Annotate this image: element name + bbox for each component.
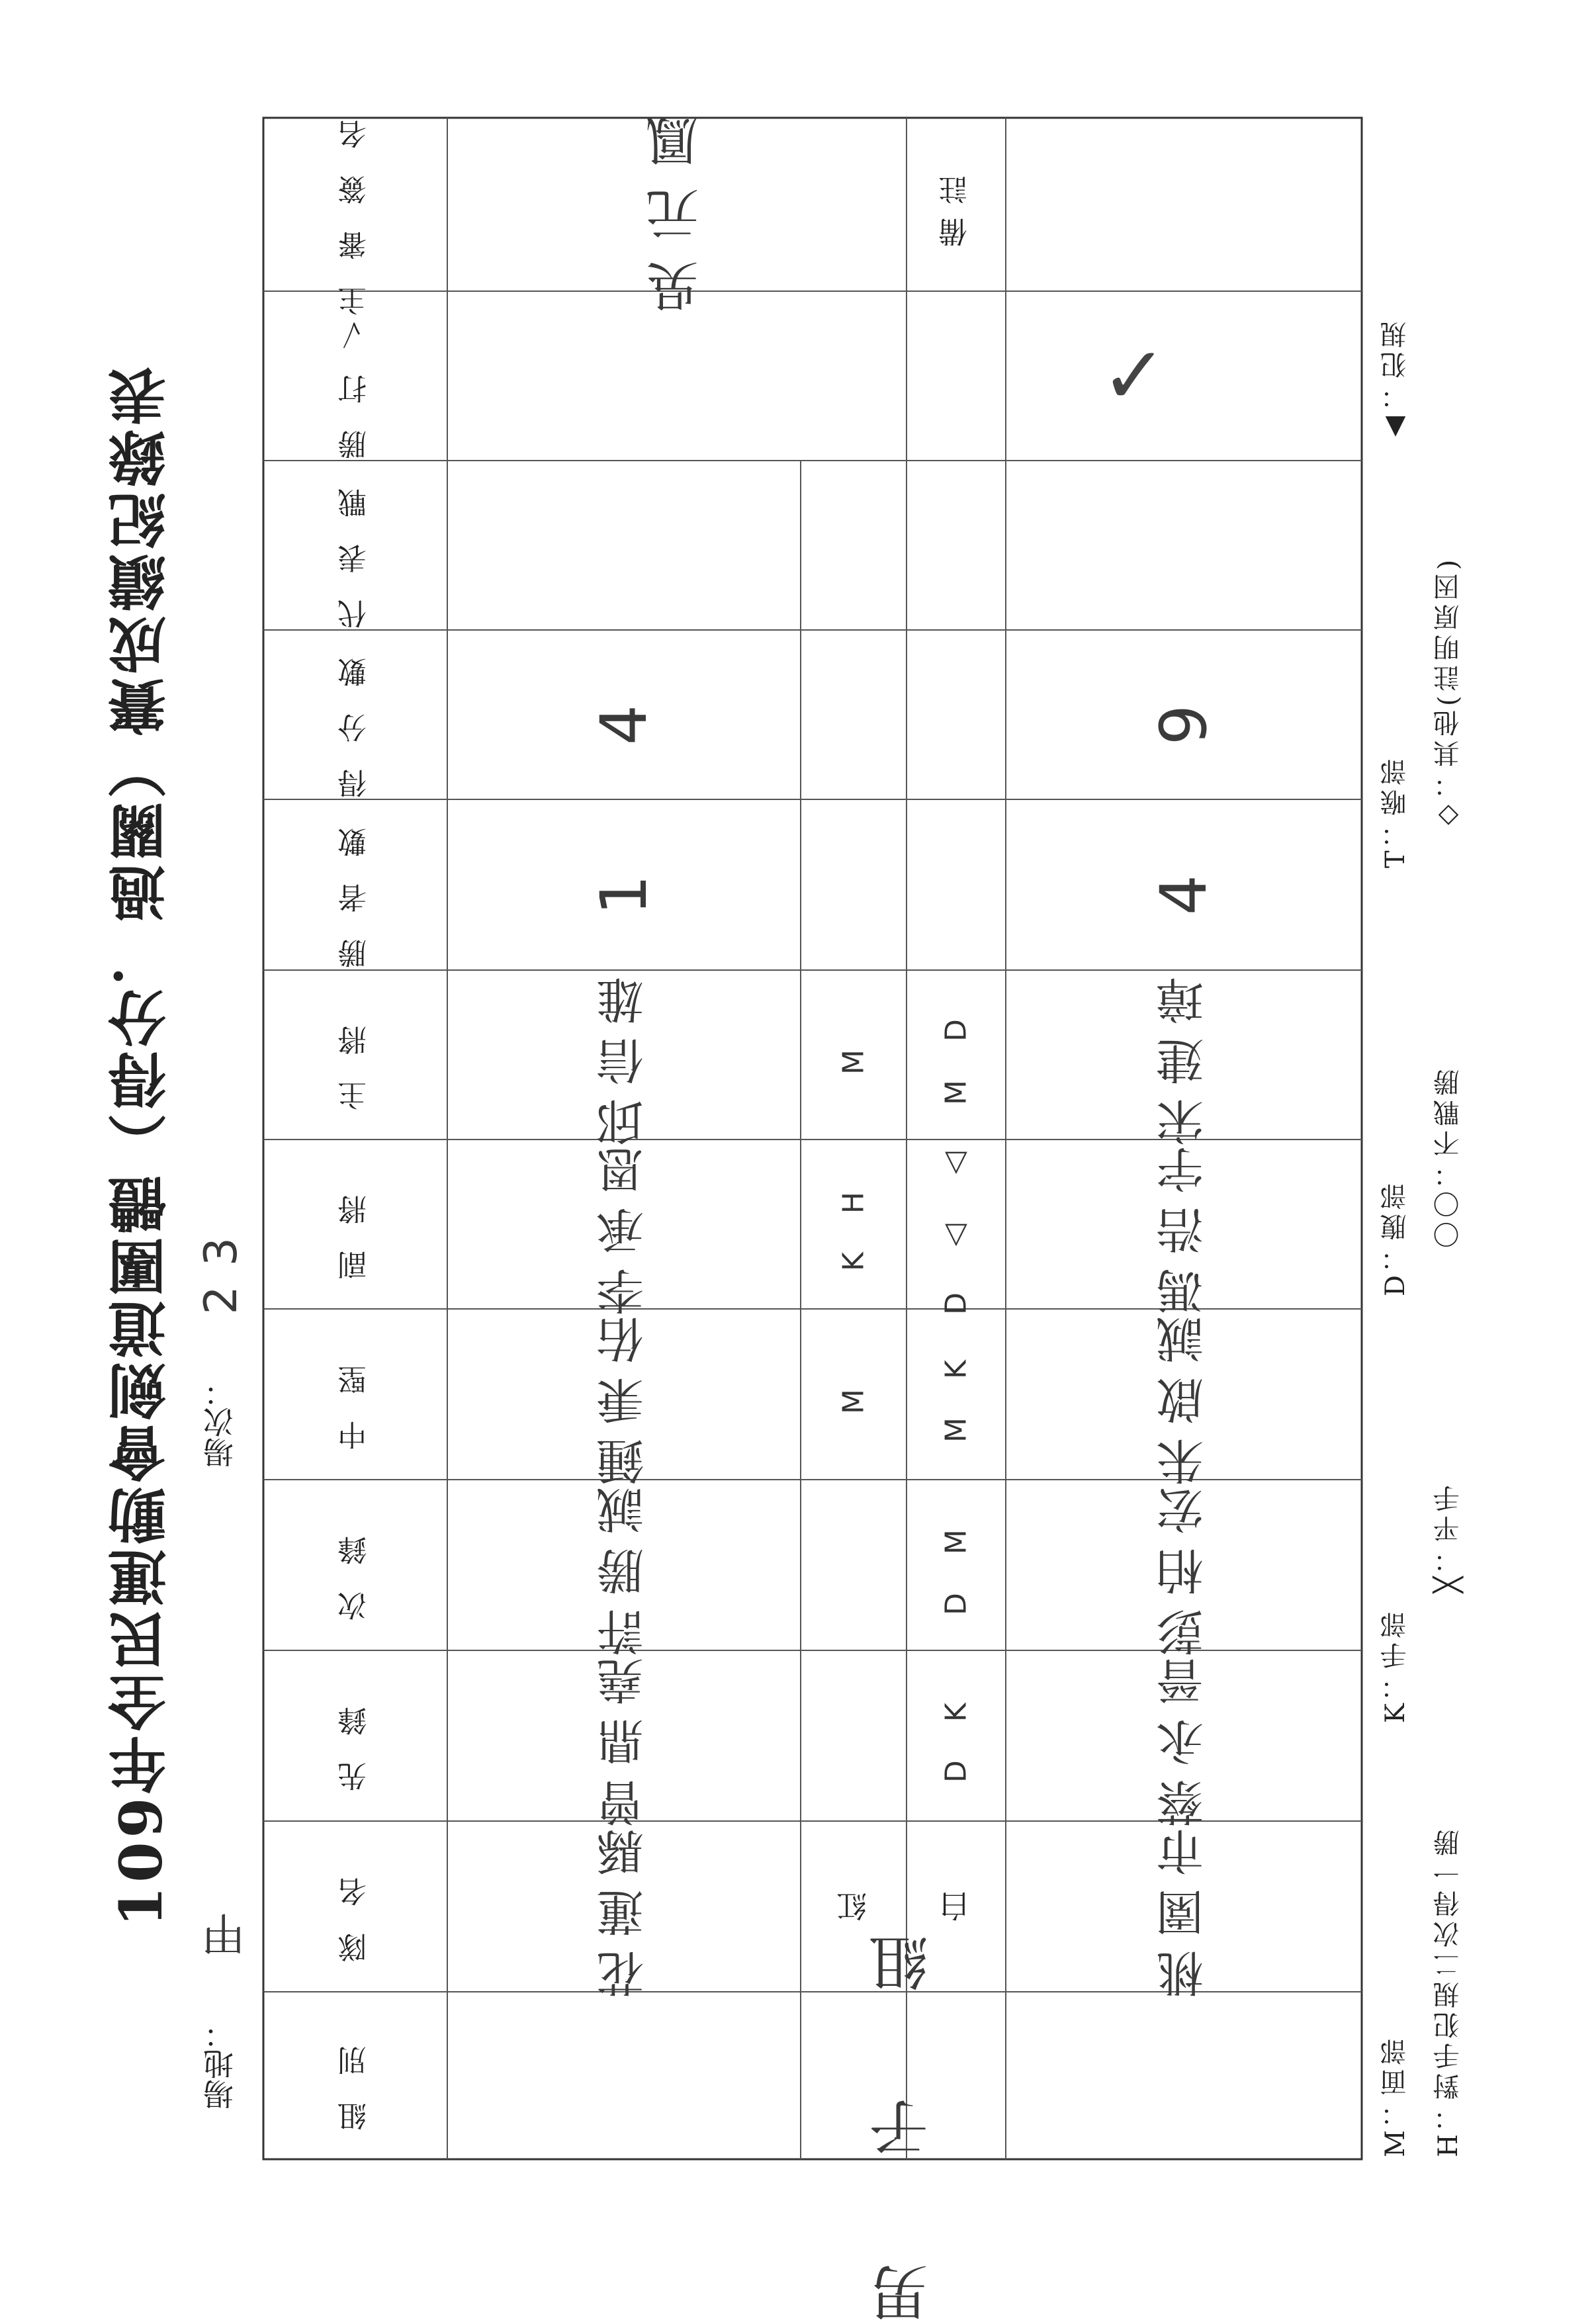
red-score-5: M: [836, 1035, 871, 1075]
red-score-1: [801, 1650, 907, 1821]
header-remarks: 備註: [939, 162, 973, 247]
white-score-5: M D: [939, 1005, 973, 1105]
header-pos3: 中堅: [338, 1339, 372, 1450]
team-a-player-4: 李承恩: [596, 1133, 652, 1316]
header-rep: 代表戰: [338, 462, 372, 629]
legend-foul: ▲：犯規: [1380, 318, 1411, 443]
legend-h: H：對手犯規二次得一勝: [1433, 1826, 1464, 2157]
header-pos2: 次鋒: [338, 1509, 372, 1621]
team-a-points: 4: [587, 684, 661, 745]
team-b-player-3: 朱啟誠: [1156, 1303, 1212, 1486]
header-pos4: 副將: [338, 1169, 372, 1280]
white-score-2: D M: [939, 1515, 973, 1615]
legend-other: ◇：其他(註明原因): [1433, 556, 1464, 832]
team-b-points: 9: [1147, 684, 1221, 745]
team-a-player-1: 曾鼎堯: [596, 1644, 652, 1827]
match-no-value: 23: [195, 1218, 247, 1315]
team-b-player-1: 蔡永晉: [1156, 1644, 1212, 1827]
legend-d: D：腹部: [1380, 1179, 1411, 1296]
legend-line-1: [1376, 318, 1414, 2157]
team-b-player-2: 彭柏宏: [1156, 1474, 1212, 1656]
legend-default-win: 〇〇：不戰勝: [1433, 1065, 1464, 1248]
white-label: 白: [938, 1891, 974, 1922]
header-team: 隊名: [338, 1851, 372, 1962]
white-score-4: D △ △: [939, 1134, 973, 1315]
team-a-player-2: 許勝誠: [596, 1474, 652, 1656]
venue-value: 甲: [201, 1893, 253, 1957]
red-score-4: K H: [836, 1177, 871, 1271]
team-b-win-mark: ✓: [1100, 330, 1168, 422]
header-pos1: 先鋒: [338, 1680, 372, 1791]
header-group: 組別: [338, 2020, 372, 2131]
header-win-mark: 勝打✓: [338, 292, 372, 459]
legend-draw: ╳：平手: [1433, 1481, 1464, 1593]
team-b-name: 桃園市: [1156, 1815, 1212, 1998]
legend-k: K：手部: [1380, 1608, 1411, 1723]
legend-t: T：喉部: [1380, 755, 1411, 868]
page-title: 109年全民運動會劍道團體（得分．過關）賽成績紀錄表: [107, 363, 175, 1927]
team-a-player-3: 鍾秉佑: [596, 1303, 652, 1486]
team-a-player-5: 邱信雄: [596, 963, 652, 1146]
header-points: 得分數: [338, 631, 372, 798]
red-score-2: [801, 1480, 907, 1650]
team-b-wins: 4: [1147, 854, 1221, 915]
team-b-player-5: 宋建璋: [1156, 963, 1212, 1146]
team-a-name: 花蓮縣: [596, 1815, 652, 1998]
legend-line-2: [1429, 556, 1467, 2157]
header-referee: 主審簽名: [338, 93, 372, 316]
match-no-label: 場次：: [202, 1376, 238, 1468]
white-score-3: M K: [939, 1345, 973, 1443]
referee-signature: 吳元鳳: [646, 95, 708, 314]
red-label: 紅: [836, 1891, 871, 1922]
header-wins: 勝者數: [338, 801, 372, 968]
white-score-1: D K: [939, 1688, 973, 1783]
team-b-player-4: 馮浩宇: [1156, 1133, 1212, 1316]
header-pos5: 主將: [338, 999, 372, 1110]
red-score-3: M: [836, 1374, 871, 1414]
team-a-win-mark: [447, 291, 907, 461]
legend-m: M：面部: [1380, 2035, 1411, 2157]
group-value: 男子組: [869, 1827, 939, 2324]
venue-label: 場地：: [202, 2018, 238, 2110]
team-a-wins: 1: [587, 854, 661, 915]
